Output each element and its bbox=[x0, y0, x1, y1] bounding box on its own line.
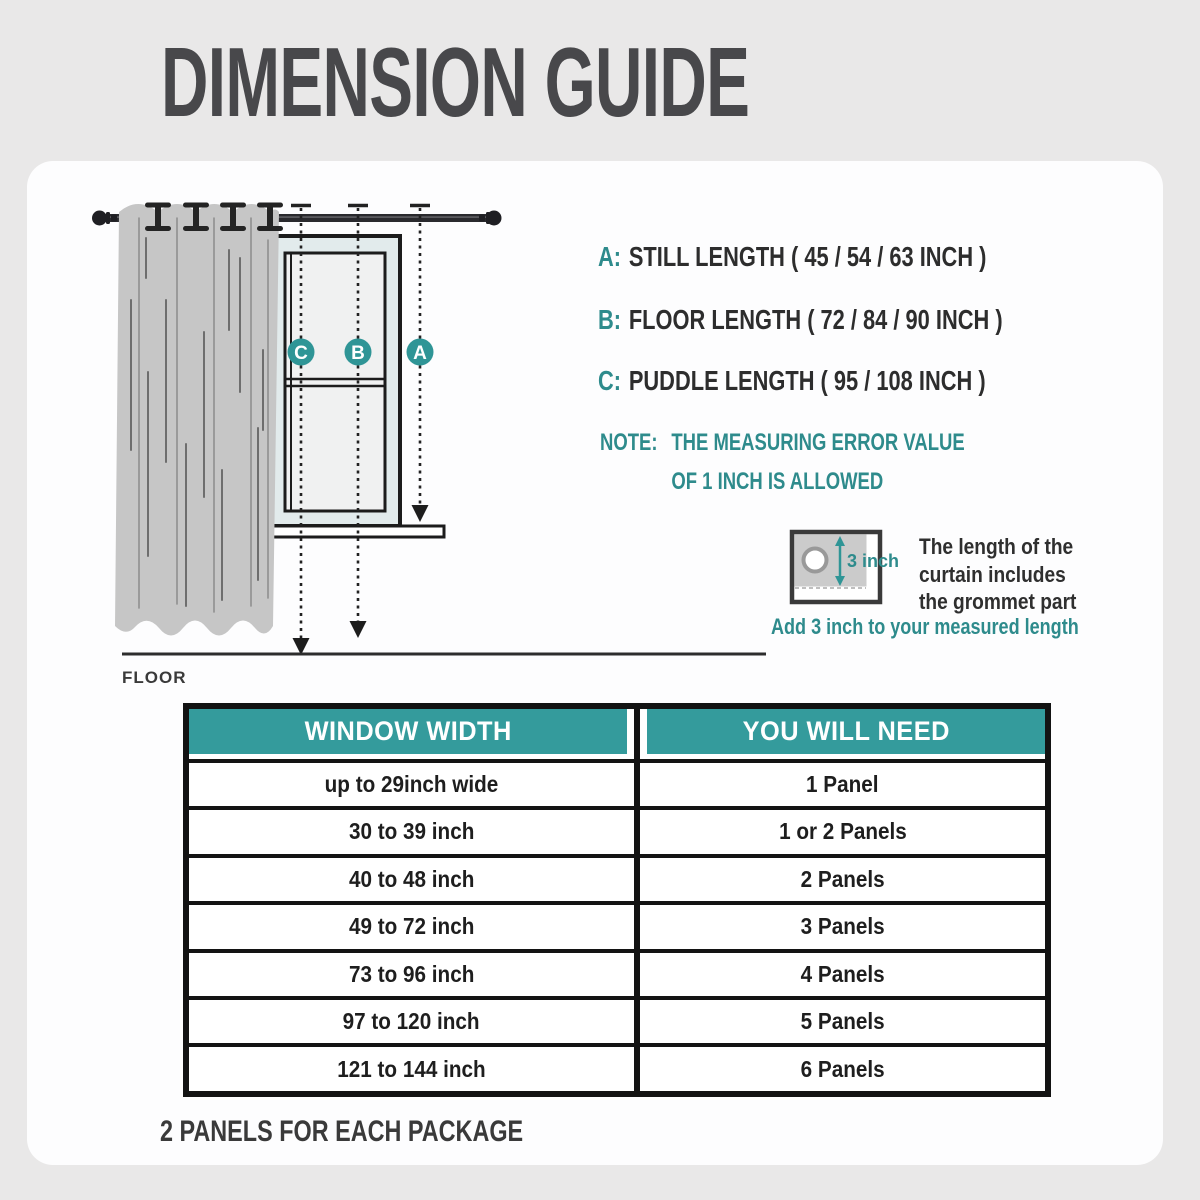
badge-a-label: A bbox=[413, 343, 427, 364]
panels-table bbox=[183, 703, 1051, 1097]
length-row-b bbox=[598, 303, 1117, 337]
content-panel bbox=[27, 161, 1163, 1165]
table-header-row bbox=[186, 706, 1048, 761]
table-row: 121 to 144 inch 6 Panels bbox=[186, 1045, 1048, 1094]
note-line1: THE MEASURING ERROR VALUE bbox=[671, 429, 965, 456]
length-key-b: B: bbox=[598, 304, 622, 335]
floor-label: FLOOR bbox=[122, 668, 187, 687]
measure-badges bbox=[288, 339, 434, 366]
table-row: 49 to 72 inch 3 Panels bbox=[186, 903, 1048, 950]
grommet-ring-icon bbox=[804, 549, 827, 572]
table-header-window-width: WINDOW WIDTH bbox=[186, 706, 637, 761]
note-line2: OF 1 INCH IS ALLOWED bbox=[671, 468, 884, 495]
curtain-icon bbox=[115, 204, 279, 636]
window-sill-icon bbox=[266, 526, 444, 537]
note-label: NOTE: bbox=[600, 429, 658, 456]
length-text-a: STILL LENGTH ( 45 / 54 / 63 INCH ) bbox=[628, 241, 987, 272]
footer-note: 2 PANELS FOR EACH PACKAGE bbox=[160, 1115, 524, 1148]
table-row: up to 29inch wide 1 Panel bbox=[186, 761, 1048, 808]
window-icon bbox=[272, 236, 400, 526]
page-title: DIMENSION GUIDE bbox=[161, 27, 750, 137]
measuring-note bbox=[600, 423, 1074, 501]
length-key-a: A: bbox=[598, 241, 622, 272]
table-row: 73 to 96 inch 4 Panels bbox=[186, 951, 1048, 998]
table-row: 30 to 39 inch 1 or 2 Panels bbox=[186, 808, 1048, 855]
length-row-a bbox=[598, 240, 1096, 274]
table-header-you-will-need: YOU WILL NEED bbox=[637, 706, 1048, 761]
grommet-caption: The length of the curtain includes the grommet part bbox=[919, 534, 1077, 614]
grommet-add-note: Add 3 inch to your measured length bbox=[771, 614, 1079, 639]
length-text-c: PUDDLE LENGTH ( 95 / 108 INCH ) bbox=[628, 365, 986, 396]
length-row-c bbox=[598, 364, 1095, 398]
grommet-measure-label: 3 inch bbox=[847, 551, 900, 571]
grommet-figure bbox=[786, 526, 911, 608]
length-text-b: FLOOR LENGTH ( 72 / 84 / 90 INCH ) bbox=[628, 304, 1003, 335]
length-key-c: C: bbox=[598, 365, 622, 396]
table-row: 97 to 120 inch 5 Panels bbox=[186, 998, 1048, 1045]
table-row: 40 to 48 inch 2 Panels bbox=[186, 856, 1048, 903]
badge-c-label: C bbox=[294, 343, 308, 364]
badge-b-label: B bbox=[351, 343, 365, 364]
